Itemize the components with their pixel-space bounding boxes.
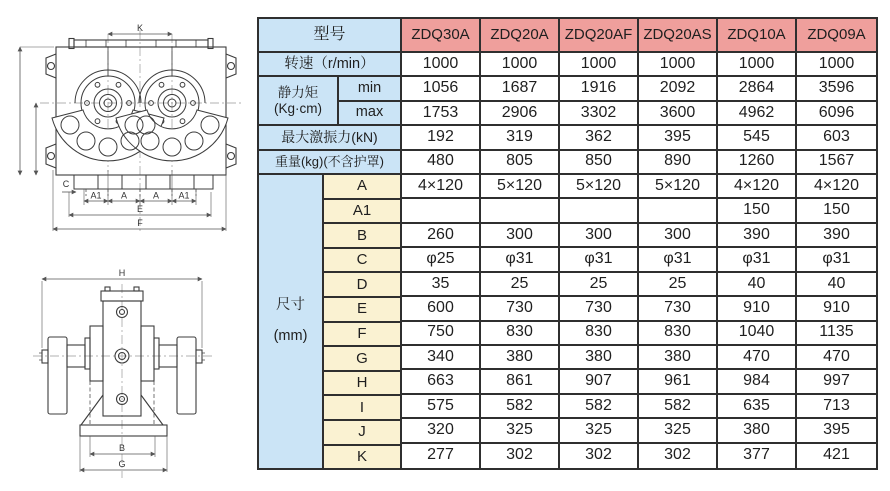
dim-letter-E: E [324, 298, 400, 323]
value-cell: 470 [797, 346, 876, 370]
housing-outline [46, 39, 236, 176]
value-cell: 277 [402, 444, 481, 468]
value-cell: 663 [402, 370, 481, 394]
dimensions-block [259, 175, 400, 468]
value-cell: φ31 [797, 248, 876, 272]
static-moment-label-line1: 静力矩 [277, 85, 319, 101]
svg-text:E: E [136, 204, 144, 214]
value-cell: 25 [639, 273, 718, 297]
svg-text:H: H [118, 268, 126, 278]
svg-text:A1: A1 [90, 190, 102, 201]
value-cell: 5×120 [481, 175, 560, 199]
value-cell: 4×120 [718, 175, 797, 199]
model-header-cell: ZDQ10A [718, 19, 797, 53]
value-cell: 25 [481, 273, 560, 297]
value-cell: 150 [718, 199, 797, 223]
value-cell: 907 [560, 370, 639, 394]
value-cell: φ31 [560, 248, 639, 272]
value-cell: 302 [481, 444, 560, 468]
value-cell: 730 [481, 297, 560, 321]
svg-text:G: G [118, 459, 126, 469]
value-cell: 380 [481, 346, 560, 370]
value-cell: 340 [402, 346, 481, 370]
value-cell: 961 [639, 370, 718, 394]
value-cell: 300 [639, 224, 718, 248]
value-cell: 260 [402, 224, 481, 248]
svg-text:A: A [120, 190, 128, 201]
value-cell: 4962 [718, 102, 797, 126]
value-cell: 575 [402, 395, 481, 419]
dimensions-label [259, 175, 324, 468]
value-cell: 380 [639, 346, 718, 370]
value-cell: 1916 [560, 77, 639, 101]
value-cell: 380 [560, 346, 639, 370]
value-cell: 390 [718, 224, 797, 248]
value-cell: 380 [718, 419, 797, 443]
model-header-cell: ZDQ09A [797, 19, 876, 53]
value-cell: 6096 [797, 102, 876, 126]
value-cell: 603 [797, 126, 876, 150]
dimension-letter-column [324, 175, 400, 468]
value-cell: 192 [402, 126, 481, 150]
static-moment-label [259, 77, 339, 126]
value-cell: 830 [639, 322, 718, 346]
value-cell: 1567 [797, 151, 876, 175]
value-cell: 805 [481, 151, 560, 175]
value-cell: 25 [560, 273, 639, 297]
dim-letter-F: F [324, 323, 400, 348]
value-cell: φ25 [402, 248, 481, 272]
value-cell: 362 [560, 126, 639, 150]
static-moment-label-line2: (Kg·cm) [274, 100, 322, 116]
value-cell: 325 [639, 419, 718, 443]
value-cell [402, 199, 481, 223]
value-cell: 395 [639, 126, 718, 150]
dim-letter-A1: A1 [324, 200, 400, 225]
value-cell: 830 [481, 322, 560, 346]
value-cell: 1753 [402, 102, 481, 126]
value-cell: 302 [639, 444, 718, 468]
dim-letter-H: H [324, 372, 400, 397]
svg-text:A: A [152, 190, 160, 201]
value-cell: φ31 [718, 248, 797, 272]
svg-text:B: B [118, 443, 126, 453]
dim-letter-C: C [324, 249, 400, 274]
value-cell: 40 [718, 273, 797, 297]
housing-body [85, 287, 159, 416]
value-cell: 830 [560, 322, 639, 346]
value-cell: 730 [560, 297, 639, 321]
value-cell: 600 [402, 297, 481, 321]
value-cell: 1000 [402, 53, 481, 77]
value-cell: 984 [718, 370, 797, 394]
value-cell: 1000 [560, 53, 639, 77]
value-cell: 3302 [560, 102, 639, 126]
value-cell [560, 199, 639, 223]
dim-letter-G: G [324, 347, 400, 372]
value-cell: 713 [797, 395, 876, 419]
value-cell: 1687 [481, 77, 560, 101]
value-cell: 325 [560, 419, 639, 443]
value-cell: 3600 [639, 102, 718, 126]
value-cell: 325 [481, 419, 560, 443]
value-cell: 910 [797, 297, 876, 321]
value-cell: φ31 [639, 248, 718, 272]
value-cell: 300 [560, 224, 639, 248]
value-cell: 5×120 [560, 175, 639, 199]
value-cell: 1040 [718, 322, 797, 346]
value-cell: φ31 [481, 248, 560, 272]
value-cell: 2906 [481, 102, 560, 126]
value-cell: 395 [797, 419, 876, 443]
value-cell: 1000 [718, 53, 797, 77]
value-cell: 1000 [481, 53, 560, 77]
front-view-drawing [6, 20, 250, 242]
spec-table-label-column [259, 19, 402, 468]
dimensions-label-line2: (mm) [273, 328, 308, 345]
value-cell [481, 199, 560, 223]
value-cell: 4×120 [797, 175, 876, 199]
dimensions-label-line1: 尺寸 [276, 296, 305, 313]
value-cell: 319 [481, 126, 560, 150]
max-force-row-label: 最大激振力(kN) [259, 126, 400, 150]
value-cell: 545 [718, 126, 797, 150]
value-cell: 150 [797, 199, 876, 223]
model-header-label: 型号 [259, 19, 400, 53]
model-header-cell: ZDQ20A [481, 19, 560, 53]
svg-text:F: F [137, 218, 143, 228]
value-cell: 730 [639, 297, 718, 321]
side-view-drawing [15, 246, 235, 489]
speed-row-label: 转速（r/min） [259, 53, 400, 77]
spec-table-values-grid [402, 19, 876, 468]
value-cell: 582 [639, 395, 718, 419]
value-cell: 1135 [797, 322, 876, 346]
value-cell: 750 [402, 322, 481, 346]
value-cell: 300 [481, 224, 560, 248]
model-header-cell: ZDQ20AS [639, 19, 718, 53]
value-cell: 1000 [639, 53, 718, 77]
value-cell: 390 [797, 224, 876, 248]
value-cell: 35 [402, 273, 481, 297]
value-cell: 4×120 [402, 175, 481, 199]
value-cell: 421 [797, 444, 876, 468]
spec-table [257, 17, 878, 470]
value-cell: 320 [402, 419, 481, 443]
model-header-cell: ZDQ20AF [560, 19, 639, 53]
value-cell: 997 [797, 370, 876, 394]
model-header-cell: ZDQ30A [402, 19, 481, 53]
static-moment-min-label: min [339, 77, 400, 101]
svg-text:C: C [62, 179, 70, 189]
value-cell: 1000 [797, 53, 876, 77]
weight-row-label: 重量(kg)(不含护罩) [259, 151, 400, 175]
dim-letter-I: I [324, 396, 400, 421]
svg-text:K: K [136, 23, 144, 33]
value-cell: 377 [718, 444, 797, 468]
value-cell: 2092 [639, 77, 718, 101]
dim-letter-A: A [324, 175, 400, 200]
value-cell: 582 [560, 395, 639, 419]
dim-letter-D: D [324, 273, 400, 298]
value-cell: 470 [718, 346, 797, 370]
dim-letter-K: K [324, 446, 400, 469]
svg-text:A1: A1 [178, 190, 190, 201]
value-cell: 850 [560, 151, 639, 175]
value-cell [639, 199, 718, 223]
value-cell: 1056 [402, 77, 481, 101]
value-cell: 5×120 [639, 175, 718, 199]
static-moment-max-label: max [339, 102, 400, 126]
static-moment-block [259, 77, 400, 126]
value-cell: 861 [481, 370, 560, 394]
value-cell: 890 [639, 151, 718, 175]
value-cell: 302 [560, 444, 639, 468]
static-moment-minmax [339, 77, 400, 126]
value-cell: 635 [718, 395, 797, 419]
value-cell: 40 [797, 273, 876, 297]
value-cell: 910 [718, 297, 797, 321]
value-cell: 2864 [718, 77, 797, 101]
value-cell: 3596 [797, 77, 876, 101]
dim-letter-J: J [324, 421, 400, 446]
value-cell: 480 [402, 151, 481, 175]
value-cell: 582 [481, 395, 560, 419]
dim-letter-B: B [324, 224, 400, 249]
value-cell: 1260 [718, 151, 797, 175]
